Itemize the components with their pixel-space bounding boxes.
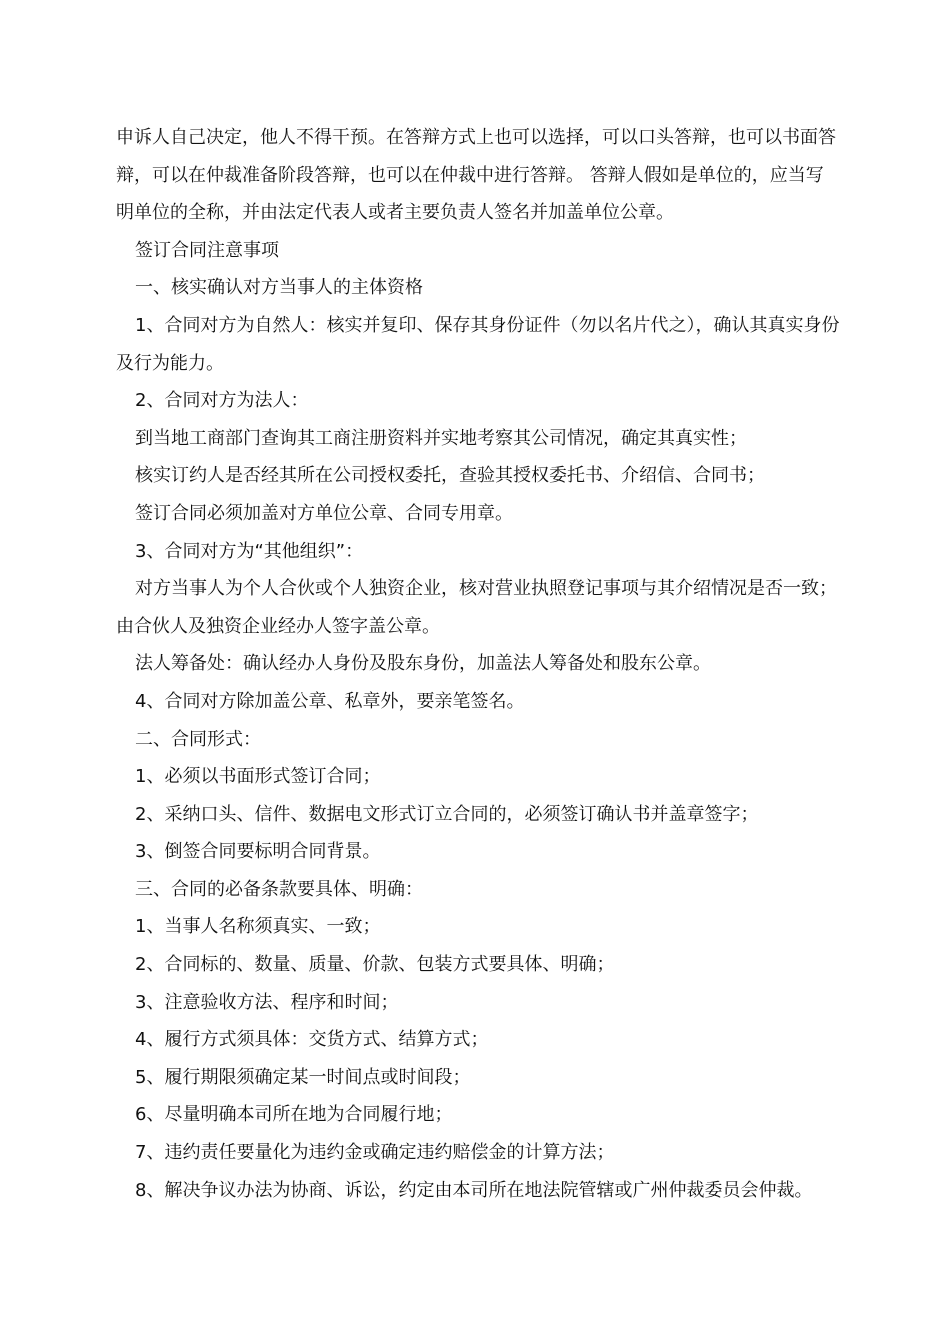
item-written-form: 1、必须以书面形式签订合同； [135, 766, 381, 788]
item-performance-place: 6、尽量明确本司所在地为合同履行地； [135, 1104, 453, 1126]
item-acceptance: 3、注意验收方法、程序和时间； [135, 991, 399, 1013]
heading-contract-form: 二、合同形式： [135, 728, 261, 750]
text-check-registration: 到当地工商部门查询其工商注册资料并实地考察其公司情况，确定其真实性； [135, 427, 747, 449]
item-liability: 7、违约责任要量化为违约金或确定违约赔偿金的计算方法； [135, 1142, 615, 1164]
item-party-name: 1、当事人名称须真实、一致； [135, 916, 381, 938]
text-partnership-check: 对方当事人为个人合伙或个人独资企业，核对营业执照登记事项与其介绍情况是否一致；由合伙人及独资企业经办人签字盖公章。 [116, 578, 837, 637]
item-subject-matter: 2、合同标的、数量、质量、价款、包装方式要具体、明确； [135, 954, 615, 976]
item-confirmation-letter: 2、采纳口头、信件、数据电文形式订立合同的，必须签订确认书并盖章签字； [135, 803, 759, 825]
item-signature-required: 4、合同对方除加盖公章、私章外，要亲笔签名。 [135, 690, 525, 712]
item-natural-person: 1、合同对方为自然人：核实并复印、保存其身份证件（勿以名片代之），确认其真实身份及行为能力。 [116, 314, 840, 374]
text-seal-requirement: 签订合同必须加盖对方单位公章、合同专用章。 [135, 502, 513, 524]
text-preparatory-office: 法人筹备处：确认经办人身份及股东身份，加盖法人筹备处和股东公章。 [135, 653, 711, 675]
section-title-contract-notes: 签订合同注意事项 [135, 239, 279, 261]
item-performance-method: 4、履行方式须具体：交货方式、结算方式； [135, 1029, 489, 1051]
item-legal-person: 2、合同对方为法人： [135, 390, 309, 412]
item-backdated-contract: 3、倒签合同要标明合同背景。 [135, 841, 381, 863]
item-dispute-resolution: 8、解决争议办法为协商、诉讼，约定由本司所在地法院管辖或广州仲裁委员会仲裁。 [135, 1179, 813, 1201]
item-other-organization: 3、合同对方为“其他组织”： [135, 540, 364, 562]
paragraph-answer-method: 申诉人自己决定，他人不得干预。在答辩方式上也可以选择，可以口头答辩，也可以书面答辩，可以在仲裁准备阶段答辩，也可以在仲裁中进行答辩。 答辩人假如是单位的，应当写明单位的全称，并由法定代表人或者主要负责人签名并加盖单位公章。 [116, 127, 836, 224]
heading-essential-clauses: 三、合同的必备条款要具体、明确： [135, 878, 423, 900]
text-check-authorization: 核实订约人是否经其所在公司授权委托，查验其授权委托书、介绍信、合同书； [135, 465, 765, 487]
heading-verify-party: 一、核实确认对方当事人的主体资格 [135, 277, 423, 299]
item-performance-period: 5、履行期限须确定某一时间点或时间段； [135, 1066, 471, 1088]
document-body [116, 119, 840, 1209]
